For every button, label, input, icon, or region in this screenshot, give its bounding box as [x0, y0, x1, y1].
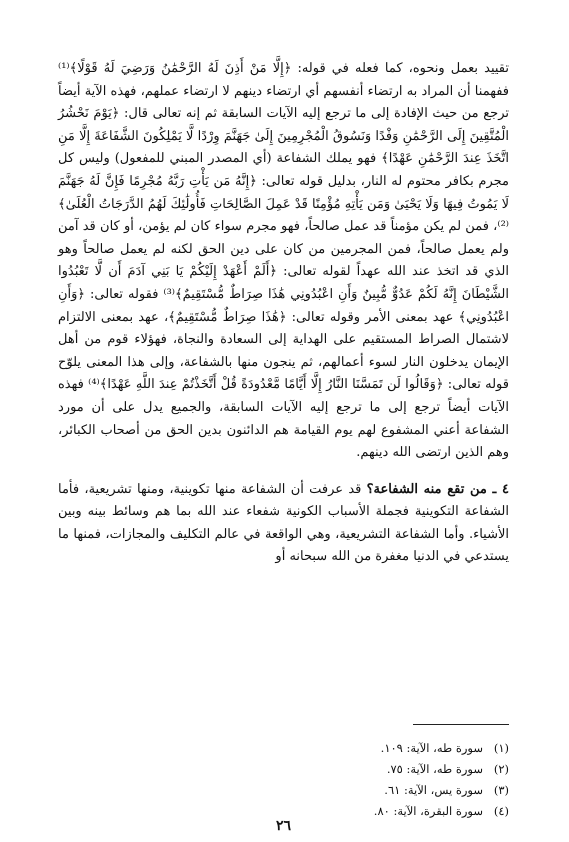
footnote-item	[58, 780, 509, 801]
page-number: ٢٦	[275, 818, 292, 834]
footnote-text: سورة البقرة، الآية: ٨٠.	[373, 804, 483, 818]
footnote-text: سورة طه، الآية: ٧٥.	[386, 762, 483, 776]
footnote-number: (٤)	[493, 804, 509, 818]
footnote-text: سورة طه، الآية: ١٠٩.	[380, 741, 483, 755]
main-paragraph: تقييد بعمل ونحوه، كما فعله في قوله: ﴿إِلَّا مَنْ أَذِنَ لَهُ الرَّحْمَٰنُ وَرَضِيَ لَهُ قَوْلًا﴾⁽¹⁾ ففهمنا أن المراد به ارتضاء أنفسهم أي ارتضاء دينهم لا ارتضاء عملهم، فهذه الآية أيضاً ترجع من حيث الإفادة إلى ما ترجع إليه الآيات السابقة ثم إنه تعالى قال: ﴿يَوْمَ نَحْشُرُ الْمُتَّقِينَ إِلَى الرَّحْمَٰنِ وَفْدًا وَنَسُوقُ الْمُجْرِمِينَ إِلَىٰ جَهَنَّمَ وِرْدًا لَّا يَمْلِكُونَ الشَّفَاعَةَ إِلَّا مَنِ اتَّخَذَ عِندَ الرَّحْمَٰنِ عَهْدًا﴾ فهو يملك الشفاعة (أي المصدر المبني للمفعول) وليس كل مجرم بكافر محتوم له النار، بدليل قوله تعالى: ﴿إِنَّهُ مَن يَأْتِ رَبَّهُ مُجْرِمًا فَإِنَّ لَهُ جَهَنَّمَ لَا يَمُوتُ فِيهَا وَلَا يَحْيَىٰ وَمَن يَأْتِهِ مُؤْمِنًا قَدْ عَمِلَ الصَّالِحَاتِ فَأُولَٰئِكَ لَهُمُ الدَّرَجَاتُ الْعُلَىٰ﴾⁽²⁾، فمن لم يكن مؤمناً قد عمل صالحاً، فهو مجرم سواء كان لم يؤمن، أو كان قد آمن ولم يعمل صالحاً، فمن المجرمين من كان على دين الحق لكنه لم يعمل صالحاً وهو الذي قد اتخذ عند الله عهداً لقوله تعالى: ﴿أَلَمْ أَعْهَدْ إِلَيْكُمْ يَا بَنِي آدَمَ أَن لَّا تَعْبُدُوا الشَّيْطَانَ إِنَّهُ لَكُمْ عَدُوٌّ مُّبِينٌ وَأَنِ اعْبُدُونِي هَٰذَا صِرَاطٌ مُّسْتَقِيمٌ﴾⁽³⁾ فقوله تعالى: ﴿وَأَنِ اعْبُدُونِي﴾ عهد بمعنى الأمر وقوله تعالى: ﴿هَٰذَا صِرَاطٌ مُّسْتَقِيمٌ﴾، عهد بمعنى الالتزام لاشتمال الصراط المستقيم على الهداية إلى السعادة والنجاة، فهؤلاء قوم من أهل الإيمان يدخلون النار لسوء أعمالهم، ثم ينجون منها بالشفاعة، وإلى هذا المعنى يلوّح قوله تعالى: ﴿وَقَالُوا لَن تَمَسَّنَا النَّارُ إِلَّا أَيَّامًا مَّعْدُودَةً قُلْ أَتَّخَذْتُمْ عِندَ اللَّهِ عَهْدًا﴾⁽⁴⁾ فهذه الآيات أيضاً ترجع إلى ما ترجع إليه الآيات السابقة، والجميع يدل على أن مورد الشفاعة أعني المشفوع لهم يوم القيامة هم الدائنون بدين الحق من أصحاب الكبائر، وهم الذين ارتضى الله دينهم.	[58, 61, 510, 461]
footnote-number: (١)	[493, 741, 509, 755]
book-page	[58, 58, 510, 834]
footnote-number: (٢)	[493, 762, 509, 776]
footnote-text: سورة يس، الآية: ٦١.	[384, 783, 483, 797]
footnotes-list	[58, 738, 509, 822]
footnote-item	[58, 759, 509, 780]
footnote-item	[58, 738, 509, 759]
footnote-divider	[413, 724, 509, 725]
footnote-number: (٣)	[493, 783, 509, 797]
section-heading: ٤ ـ من تقع منه الشفاعة؟	[366, 481, 509, 497]
section-body: قد عرفت أن الشفاعة منها تكوينية، ومنها تشريعية، فأما الشفاعة التكوينية فجملة الأسباب الكونية شفعاء عند الله بما هم وسائط بينه وبين الأشياء. وأما الشفاعة التشريعية، وهي الواقعة في عالم التكليف والمجازات، فمنها ما يستدعي في الدنيا مغفرة من الله سبحانه أو	[58, 481, 509, 565]
section-paragraph	[58, 479, 509, 569]
